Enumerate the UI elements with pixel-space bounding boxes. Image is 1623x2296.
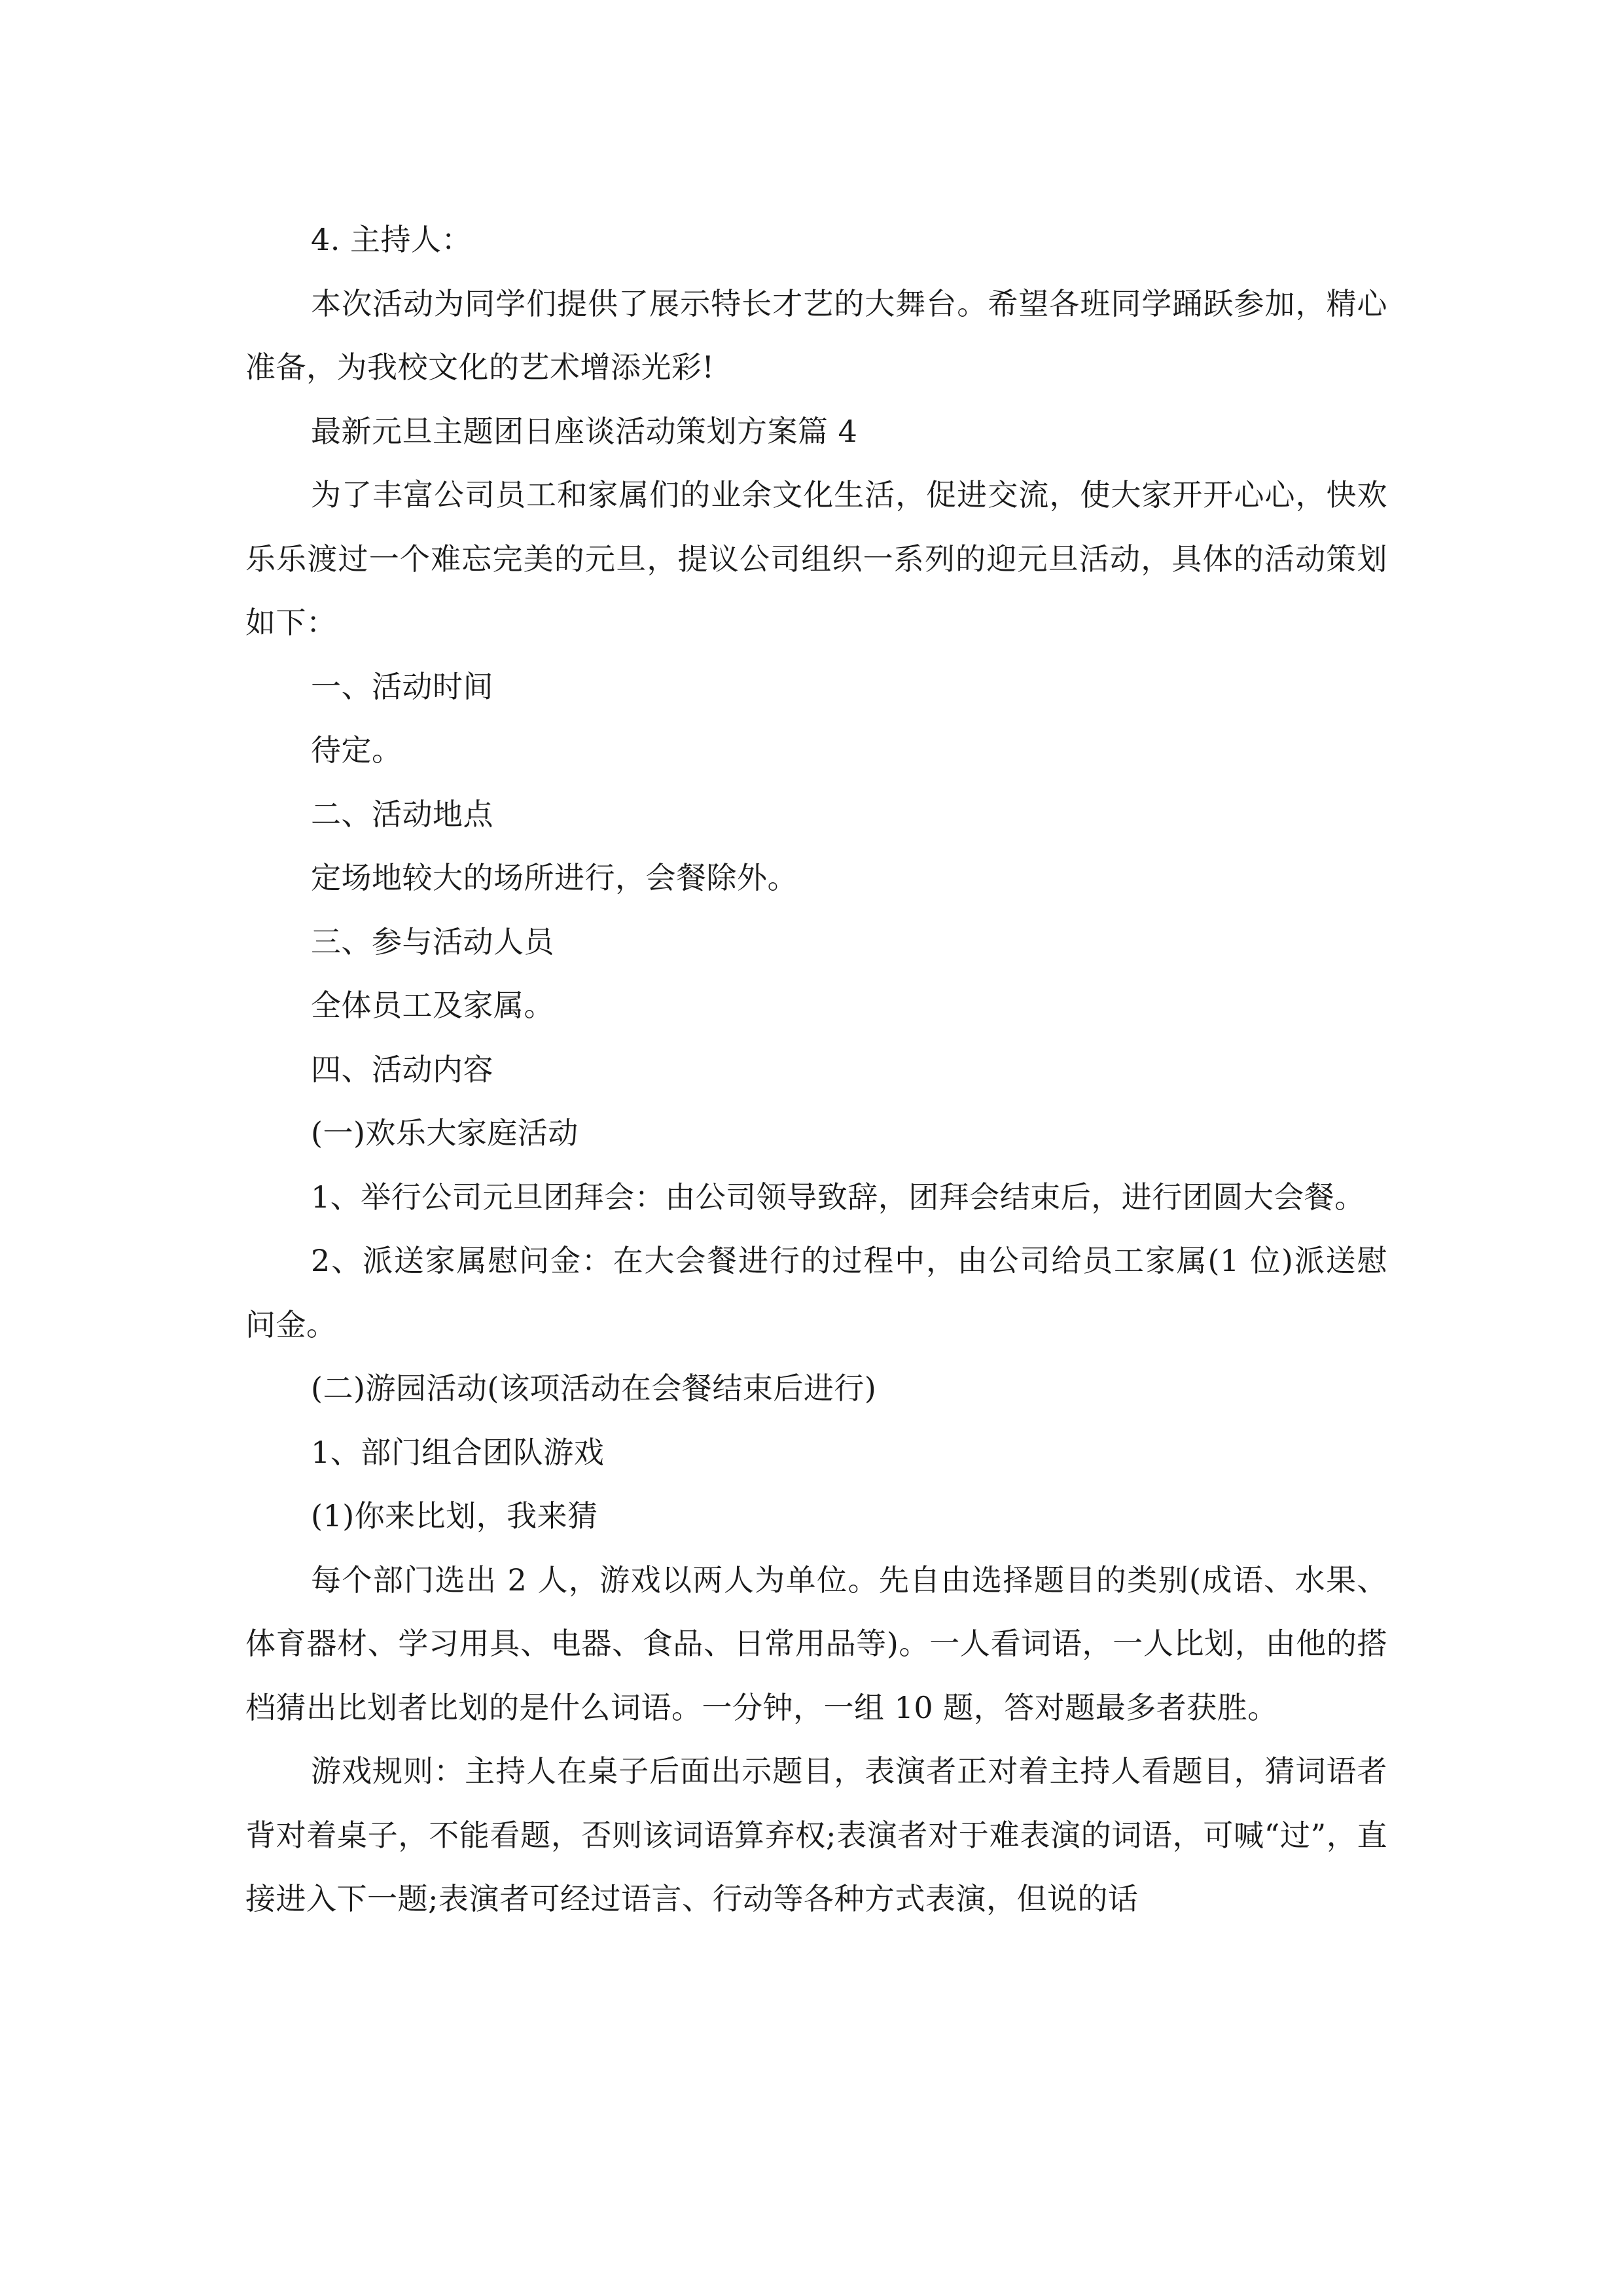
item-condolence-money: 2、派送家属慰问金：在大会餐进行的过程中，由公司给员工家属(1 位)派送慰问金。 [245, 1243, 1387, 1342]
paragraph-charades-desc: 每个部门选出 2 人，游戏以两人为单位。先自由选择题目的类别(成语、水果、体育器材、学习用具、电器、食品、日常用品等)。一人看词语，一人比划，由他的搭档猜出比划者比划的是什么词语。一分钟，一组 10 题，答对题最多者获胜。 [245, 1562, 1387, 1725]
paragraph-intro: 为了丰富公司员工和家属们的业余文化生活，促进交流，使大家开开心心，快欢乐乐渡过一个难忘完美的元旦，提议公司组织一系列的迎元旦活动，具体的活动策划如下： [245, 477, 1387, 640]
item-charades: (1)你来比划，我来猜 [311, 1498, 598, 1534]
paragraph-game-rules: 游戏规则：主持人在桌子后面出示题目，表演者正对着主持人看题目，猜词语者背对着桌子，不能看题，否则该词语算弃权;表演者对于难表演的词语，可喊“过”，直接进入下一题;表演者可经过语言、行动等各种方式表演，但说的话 [245, 1753, 1388, 1916]
heading-location: 二、活动地点 [311, 796, 493, 832]
document-page [245, 208, 1387, 1931]
subheading-garden-activity: (二)游园活动(该项活动在会餐结束后进行) [311, 1371, 877, 1406]
paragraph-stage: 本次活动为同学们提供了展示特长才艺的大舞台。希望各班同学踊跃参加，精心准备，为我校文化的艺术增添光彩! [245, 285, 1387, 385]
heading-content: 四、活动内容 [311, 1051, 493, 1087]
heading-participants: 三、参与活动人员 [311, 924, 554, 960]
heading-time: 一、活动时间 [311, 668, 493, 704]
host-heading: 4. 主持人： [311, 222, 473, 257]
paragraph-participants: 全体员工及家属。 [311, 988, 554, 1023]
subheading-family-activity: (一)欢乐大家庭活动 [311, 1115, 579, 1151]
paragraph-time: 待定。 [311, 732, 402, 768]
paragraph-location: 定场地较大的场所进行，会餐除外。 [311, 860, 798, 895]
section-title: 最新元旦主题团日座谈活动策划方案篇 4 [311, 413, 858, 449]
item-team-games: 1、部门组合团队游戏 [311, 1434, 605, 1470]
item-new-year-reception: 1、举行公司元旦团拜会：由公司领导致辞，团拜会结束后，进行团圆大会餐。 [311, 1179, 1365, 1215]
